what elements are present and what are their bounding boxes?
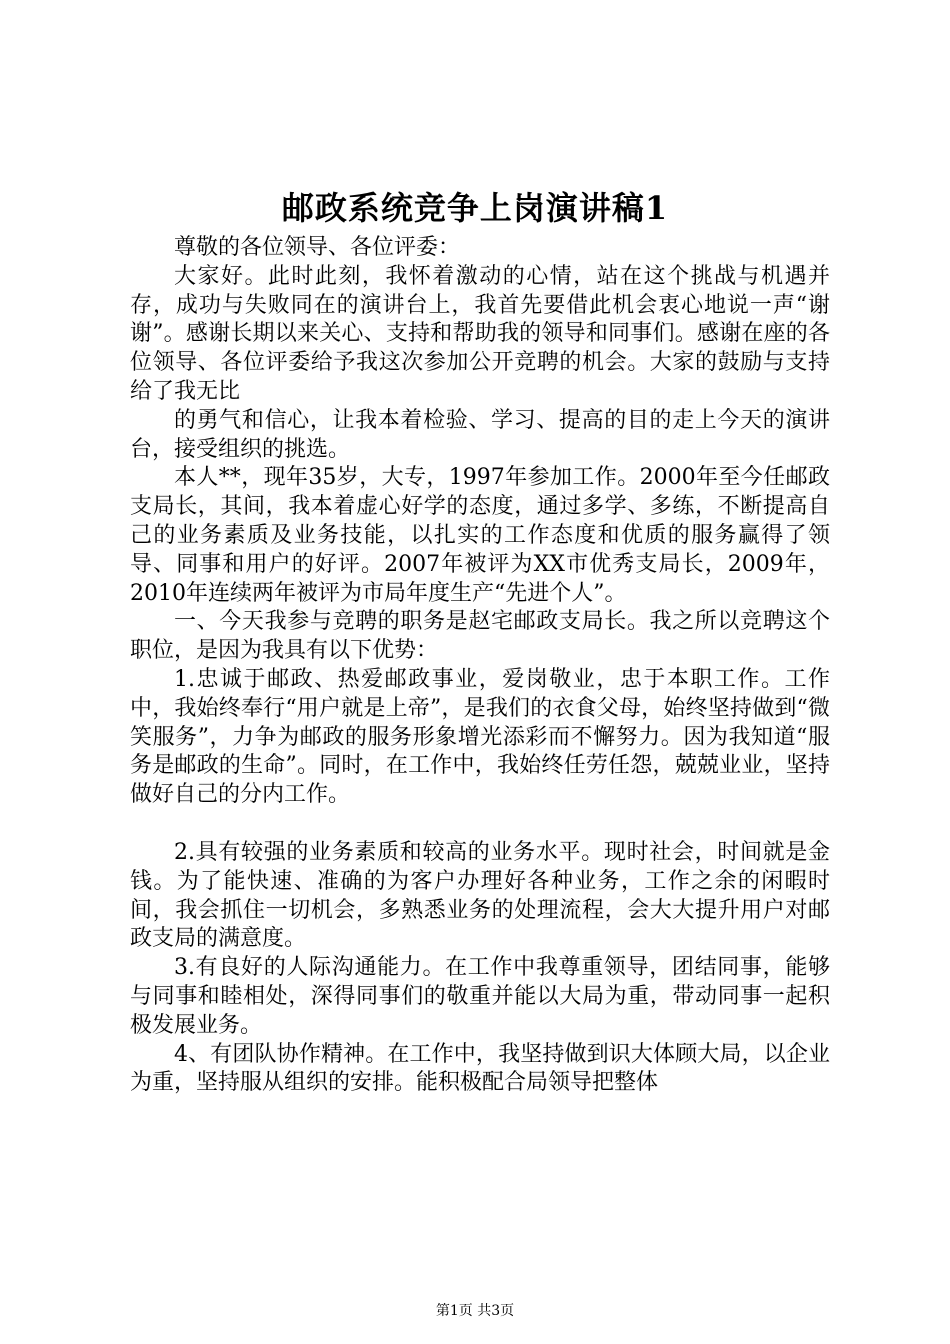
advantage-1-paragraph: 1.忠诚于邮政、热爱邮政事业，爱岗敬业，忠于本职工作。工作中，我始终奉行“用户就是上帝”，是我们的衣食父母，始终坚持做到“微笑服务”，力争为邮政的服务形象增光添彩而不懈努力。因为我知道“服务是邮政的生命”。同时，在工作中，我始终任劳任怨，兢兢业业，坚持做好自己的分内工作。: [130, 666, 830, 808]
position-paragraph: 一、今天我参与竞聘的职务是赵宅邮政支局长。我之所以竞聘这个职位，是因为我具有以下优势：: [130, 609, 830, 664]
document-body: [130, 234, 830, 1098]
salutation-paragraph: 尊敬的各位领导、各位评委：: [174, 235, 461, 260]
courage-paragraph: 的勇气和信心，让我本着检验、学习、提高的目的走上今天的演讲台，接受组织的挑选。: [130, 407, 830, 462]
greeting-paragraph: 大家好。此时此刻，我怀着激动的心情，站在这个挑战与机遇并存，成功与失败同在的演讲台上，我首先要借此机会衷心地说一声“谢谢”。感谢长期以来关心、支持和帮助我的领导和同事们。感谢在座的各位领导、各位评委给予我这次参加公开竞聘的机会。大家的鼓励与支持给了我无比: [130, 263, 830, 404]
document-title: 邮政系统竞争上岗演讲稿1: [281, 189, 669, 227]
advantage-4-paragraph: 4、有团队协作精神。在工作中，我坚持做到识大体顾大局，以企业为重，坚持服从组织的安排。能积极配合局领导把整体: [130, 1041, 830, 1096]
page-number-footer: 第1页 共3页: [435, 1303, 515, 1319]
self-introduction-paragraph: 本人**，现年35岁，大专，1997年参加工作。2000年至今任邮政支局长，其间，我本着虚心好学的态度，通过多学、多练，不断提高自己的业务素质及业务技能，以扎实的工作态度和优质的服务赢得了领导、同事和用户的好评。2007年被评为XX市优秀支局长，2009年，2010年连续两年被评为市局年度生产“先进个人”。: [130, 465, 830, 606]
advantage-2-paragraph: 2.具有较强的业务素质和较高的业务水平。现时社会，时间就是金钱。为了能快速、准确的为客户办理好各种业务，工作之余的闲暇时间，我会抓住一切机会，多熟悉业务的处理流程，会大大提升用户对邮政支局的满意度。: [130, 839, 830, 952]
advantage-3-paragraph: 3.有良好的人际沟通能力。在工作中我尊重领导，团结同事，能够与同事和睦相处，深得同事们的敬重并能以大局为重，带动同事一起积极发展业务。: [130, 955, 830, 1038]
